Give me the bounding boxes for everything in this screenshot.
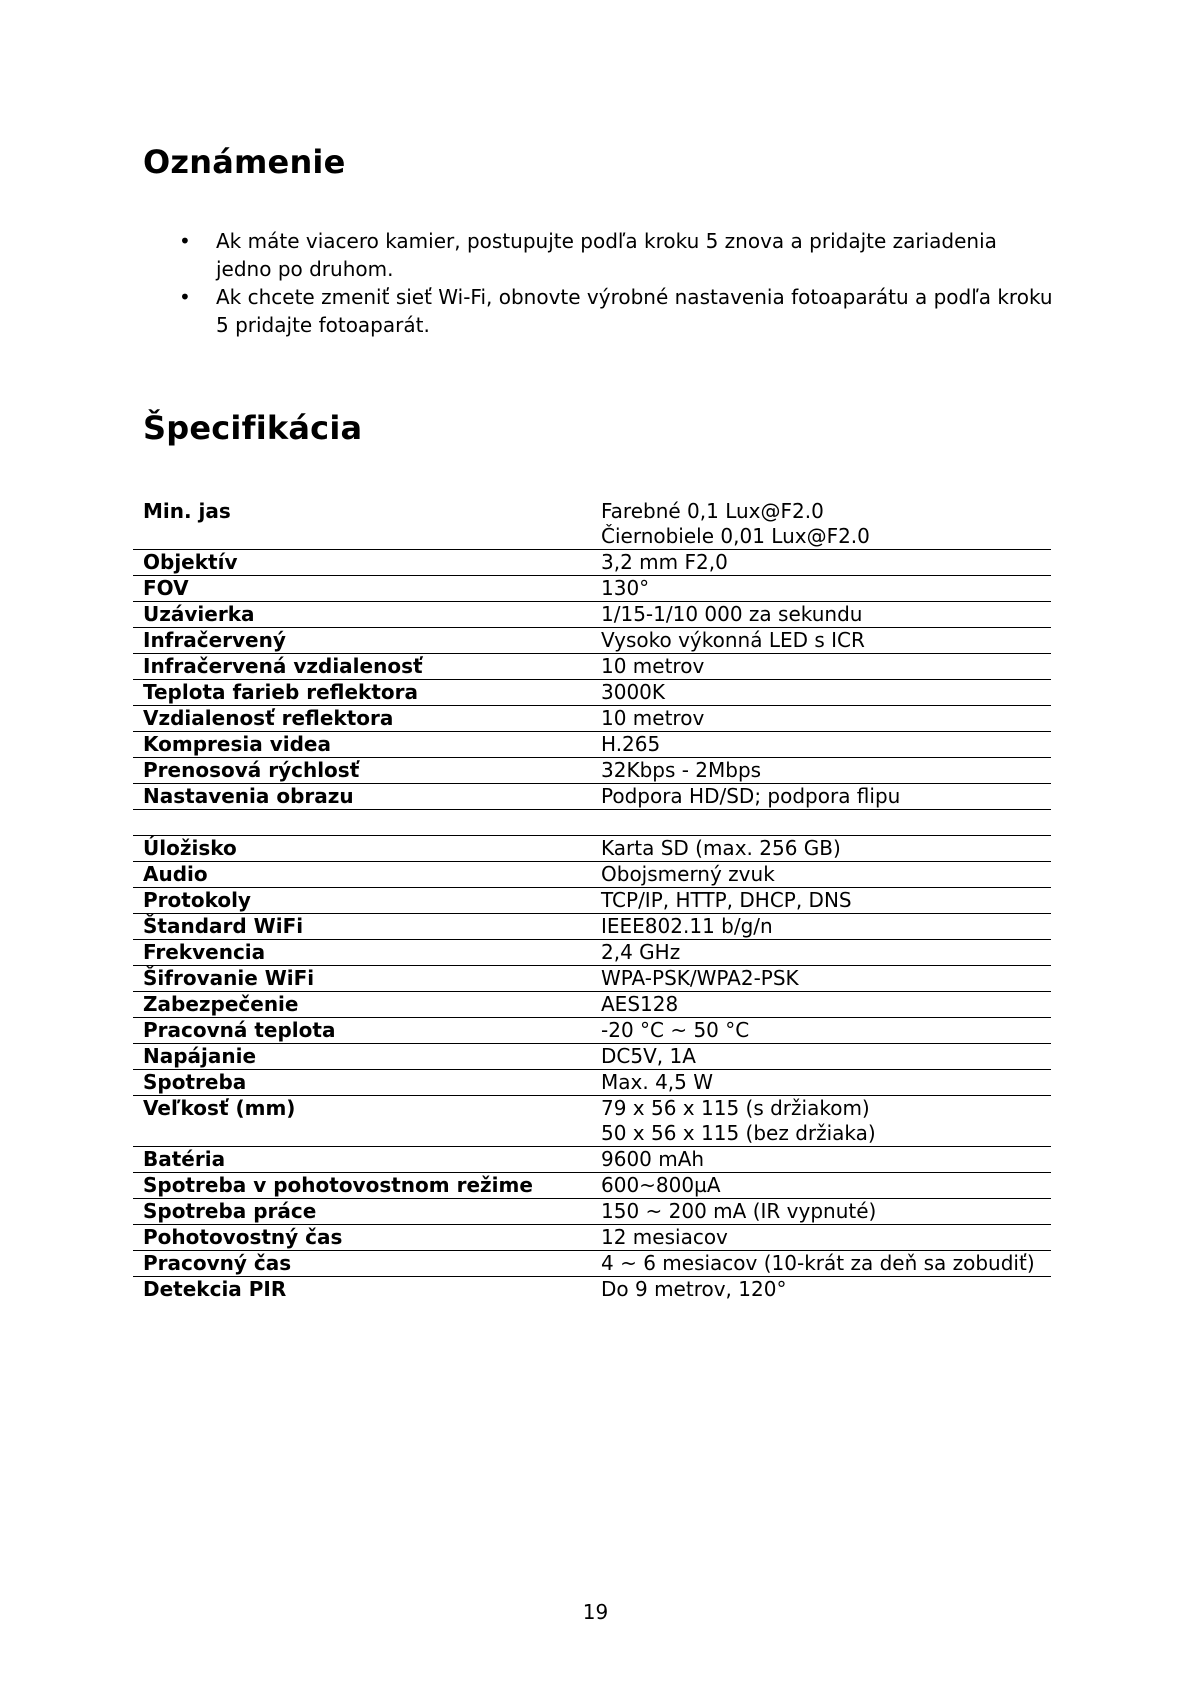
spec-row (133, 1225, 1051, 1251)
notice-bullet-line: jedno po druhom. (216, 257, 394, 281)
spec-label: Pracovná teplota (133, 1018, 591, 1044)
spec-row (133, 966, 1051, 992)
spec-label: Infračervená vzdialenosť (133, 654, 591, 680)
spec-value: AES128 (591, 992, 1051, 1018)
spec-label: Pracovný čas (133, 1251, 591, 1277)
spec-value: IEEE802.11 b/g/n (591, 914, 1051, 940)
spec-row (133, 1070, 1051, 1096)
spec-label: Spotreba v pohotovostnom režime (133, 1173, 591, 1199)
spec-value: -20 °C ~ 50 °C (591, 1018, 1051, 1044)
spec-label: Zabezpečenie (133, 992, 591, 1018)
spec-label: Uzávierka (133, 602, 591, 628)
notice-bullet-item (143, 227, 1063, 283)
spec-value (591, 810, 1051, 836)
spec-row (133, 654, 1051, 680)
spec-label: Pohotovostný čas (133, 1225, 591, 1251)
spec-table (133, 497, 1051, 1302)
spec-label: Objektív (133, 550, 591, 576)
spec-row (133, 680, 1051, 706)
spec-value: 12 mesiacov (591, 1225, 1051, 1251)
spec-label: Vzdialenosť reflektora (133, 706, 591, 732)
spec-row (133, 628, 1051, 654)
spec-row (133, 758, 1051, 784)
spec-value: 2,4 GHz (591, 940, 1051, 966)
spec-value: Karta SD (max. 256 GB) (591, 836, 1051, 862)
spec-label: Min. jas (133, 497, 591, 550)
spec-row-spacer (133, 810, 1051, 836)
spec-label: Nastavenia obrazu (133, 784, 591, 810)
page-number: 19 (582, 1600, 609, 1624)
spec-row (133, 1096, 1051, 1147)
spec-value: 10 metrov (591, 706, 1051, 732)
spec-row (133, 602, 1051, 628)
spec-value: Farebné 0,1 Lux@F2.0 Čiernobiele 0,01 Lux@F2.0 (591, 497, 1051, 550)
spec-label: Šifrovanie WiFi (133, 966, 591, 992)
spec-value: DC5V, 1A (591, 1044, 1051, 1070)
spec-row (133, 1199, 1051, 1225)
spec-value: 79 x 56 x 115 (s držiakom) 50 x 56 x 115 (bez držiaka) (591, 1096, 1051, 1147)
spec-value: Vysoko výkonná LED s ICR (591, 628, 1051, 654)
bullet-dot-icon: • (179, 229, 191, 253)
spec-value: 32Kbps - 2Mbps (591, 758, 1051, 784)
spec-row (133, 1044, 1051, 1070)
spec-label: Protokoly (133, 888, 591, 914)
spec-row (133, 992, 1051, 1018)
spec-label: Teplota farieb reflektora (133, 680, 591, 706)
spec-value: 9600 mAh (591, 1147, 1051, 1173)
spec-label: Batéria (133, 1147, 591, 1173)
bullet-dot-icon: • (179, 285, 191, 309)
spec-value: 600~800µA (591, 1173, 1051, 1199)
spec-value: 150 ~ 200 mA (IR vypnuté) (591, 1199, 1051, 1225)
spec-value: 3,2 mm F2,0 (591, 550, 1051, 576)
spec-row (133, 732, 1051, 758)
spec-label: Frekvencia (133, 940, 591, 966)
spec-row (133, 1173, 1051, 1199)
spec-label: Štandard WiFi (133, 914, 591, 940)
spec-label: Úložisko (133, 836, 591, 862)
spec-value: WPA-PSK/WPA2-PSK (591, 966, 1051, 992)
notice-bullet-line: Ak chcete zmeniť sieť Wi-Fi, obnovte výrobné nastavenia fotoaparátu a podľa kroku (216, 285, 1053, 309)
spec-row (133, 784, 1051, 810)
notice-heading: Oznámenie (143, 143, 346, 181)
spec-label: Infračervený (133, 628, 591, 654)
spec-row (133, 1251, 1051, 1277)
spec-value: Do 9 metrov, 120° (601, 1277, 787, 1301)
spec-value: Podpora HD/SD; podpora flipu (591, 784, 1051, 810)
spec-value: 130° (591, 576, 1051, 602)
spec-row (133, 862, 1051, 888)
spec-label: Napájanie (133, 1044, 591, 1070)
notice-bullet-line: 5 pridajte fotoaparát. (216, 313, 430, 337)
spec-label: Audio (133, 862, 591, 888)
notice-bullet-list (143, 227, 1063, 339)
spec-row (133, 1277, 1051, 1303)
spec-row (133, 497, 1051, 550)
spec-value: 10 metrov (591, 654, 1051, 680)
spec-row (133, 576, 1051, 602)
spec-row (133, 888, 1051, 914)
spec-row (133, 550, 1051, 576)
spec-row (133, 706, 1051, 732)
spec-row (133, 1018, 1051, 1044)
spec-value: 1/15-1/10 000 za sekundu (591, 602, 1051, 628)
spec-value: Obojsmerný zvuk (591, 862, 1051, 888)
spec-value: TCP/IP, HTTP, DHCP, DNS (591, 888, 1051, 914)
notice-bullet-item (143, 283, 1063, 339)
spec-label: Kompresia videa (133, 732, 591, 758)
spec-label: Detekcia PIR (143, 1277, 287, 1301)
spec-row (133, 1147, 1051, 1173)
notice-bullet-line: Ak máte viacero kamier, postupujte podľa kroku 5 znova a pridajte zariadenia (216, 229, 997, 253)
spec-label: Prenosová rýchlosť (133, 758, 591, 784)
spec-label: Spotreba práce (133, 1199, 591, 1225)
spec-row (133, 914, 1051, 940)
spec-label: FOV (133, 576, 591, 602)
spec-value: H.265 (591, 732, 1051, 758)
spec-value: 3000K (591, 680, 1051, 706)
spec-label (133, 810, 591, 836)
spec-row (133, 940, 1051, 966)
spec-label: Veľkosť (mm) (133, 1096, 591, 1147)
spec-value: Max. 4,5 W (591, 1070, 1051, 1096)
spec-row (133, 836, 1051, 862)
spec-heading: Špecifikácia (143, 409, 363, 447)
spec-value: 4 ~ 6 mesiacov (10-krát za deň sa zobudiť) (591, 1251, 1051, 1277)
spec-label: Spotreba (133, 1070, 591, 1096)
